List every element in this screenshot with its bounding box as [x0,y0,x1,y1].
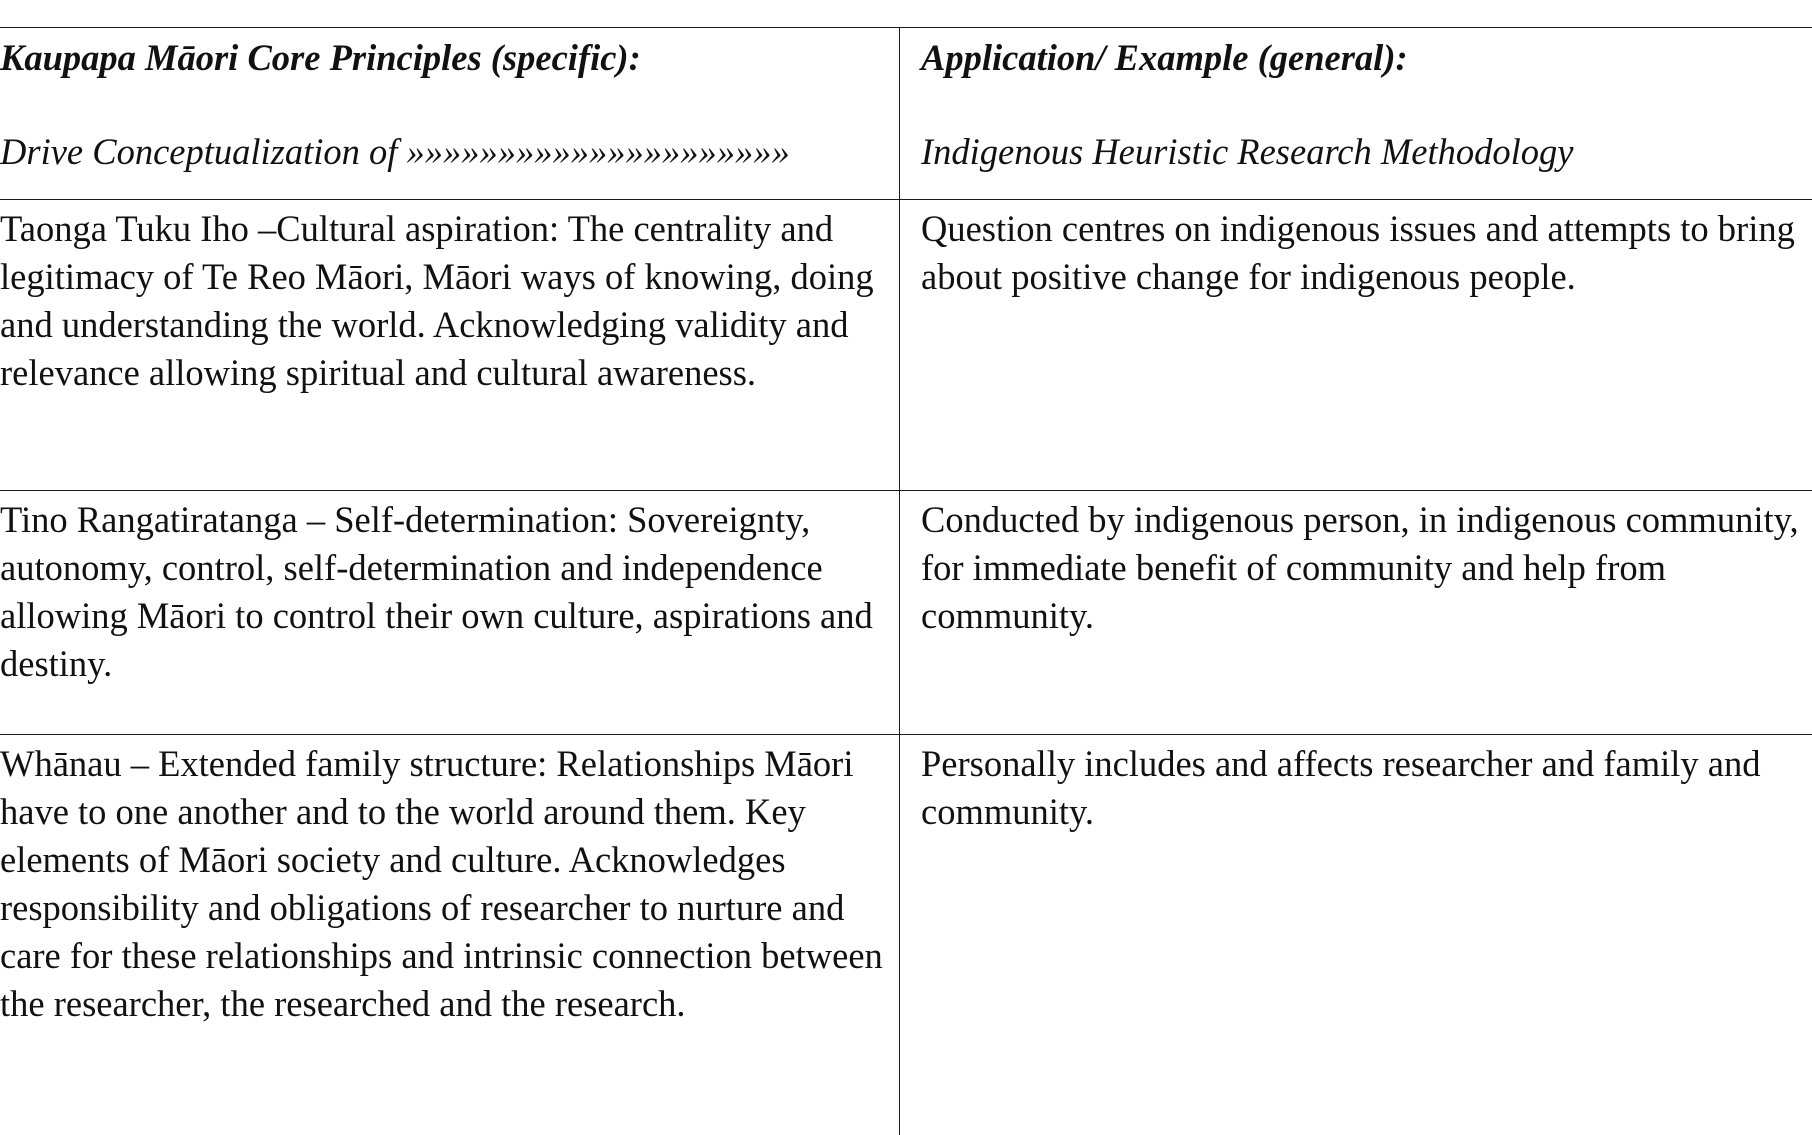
principle-cell [0,735,900,1135]
header-cell-principles [0,28,900,200]
application-text: Question centres on indigenous issues and attempts to bring about positive change for indigenous people. [921,205,1812,301]
principles-column-subtitle: Drive Conceptualization of »»»»»»»»»»»»»»»»»»»»» [0,128,899,176]
principle-text: Tino Rangatiratanga – Self-determination: Sovereignty, autonomy, control, self-determination and independence allowing Māori to control their own culture, aspirations and destiny. [0,496,899,688]
principles-column-title: Kaupapa Māori Core Principles (specific): [0,34,899,82]
principle-text: Taonga Tuku Iho –Cultural aspiration: The centrality and legitimacy of Te Reo Māori, Māori ways of knowing, doing and understanding the world. Acknowledging validity and relevance allowing spiritual and cultural awareness. [0,205,899,397]
principle-cell [0,491,900,735]
header-cell-application [900,28,1812,200]
application-text: Conducted by indigenous person, in indigenous community, for immediate benefit of community and help from community. [921,496,1812,640]
application-text: Personally includes and affects researcher and family and community. [921,740,1812,836]
application-cell [900,491,1812,735]
application-cell [900,200,1812,491]
principle-cell [0,200,900,491]
table-row [0,491,1812,735]
application-column-subtitle: Indigenous Heuristic Research Methodology [921,128,1812,176]
application-column-title: Application/ Example (general): [921,34,1812,82]
principle-text: Whānau – Extended family structure: Relationships Māori have to one another and to the world around them. Key elements of Māori society and culture. Acknowledges responsibility and obligations of researcher to nurture and care for these relationships and intrinsic connection between the researcher, the researched and the research. [0,740,899,1028]
table-header-row [0,28,1812,200]
table-row [0,735,1812,1135]
principles-table [0,27,1812,1135]
application-cell [900,735,1812,1135]
table-row [0,200,1812,491]
